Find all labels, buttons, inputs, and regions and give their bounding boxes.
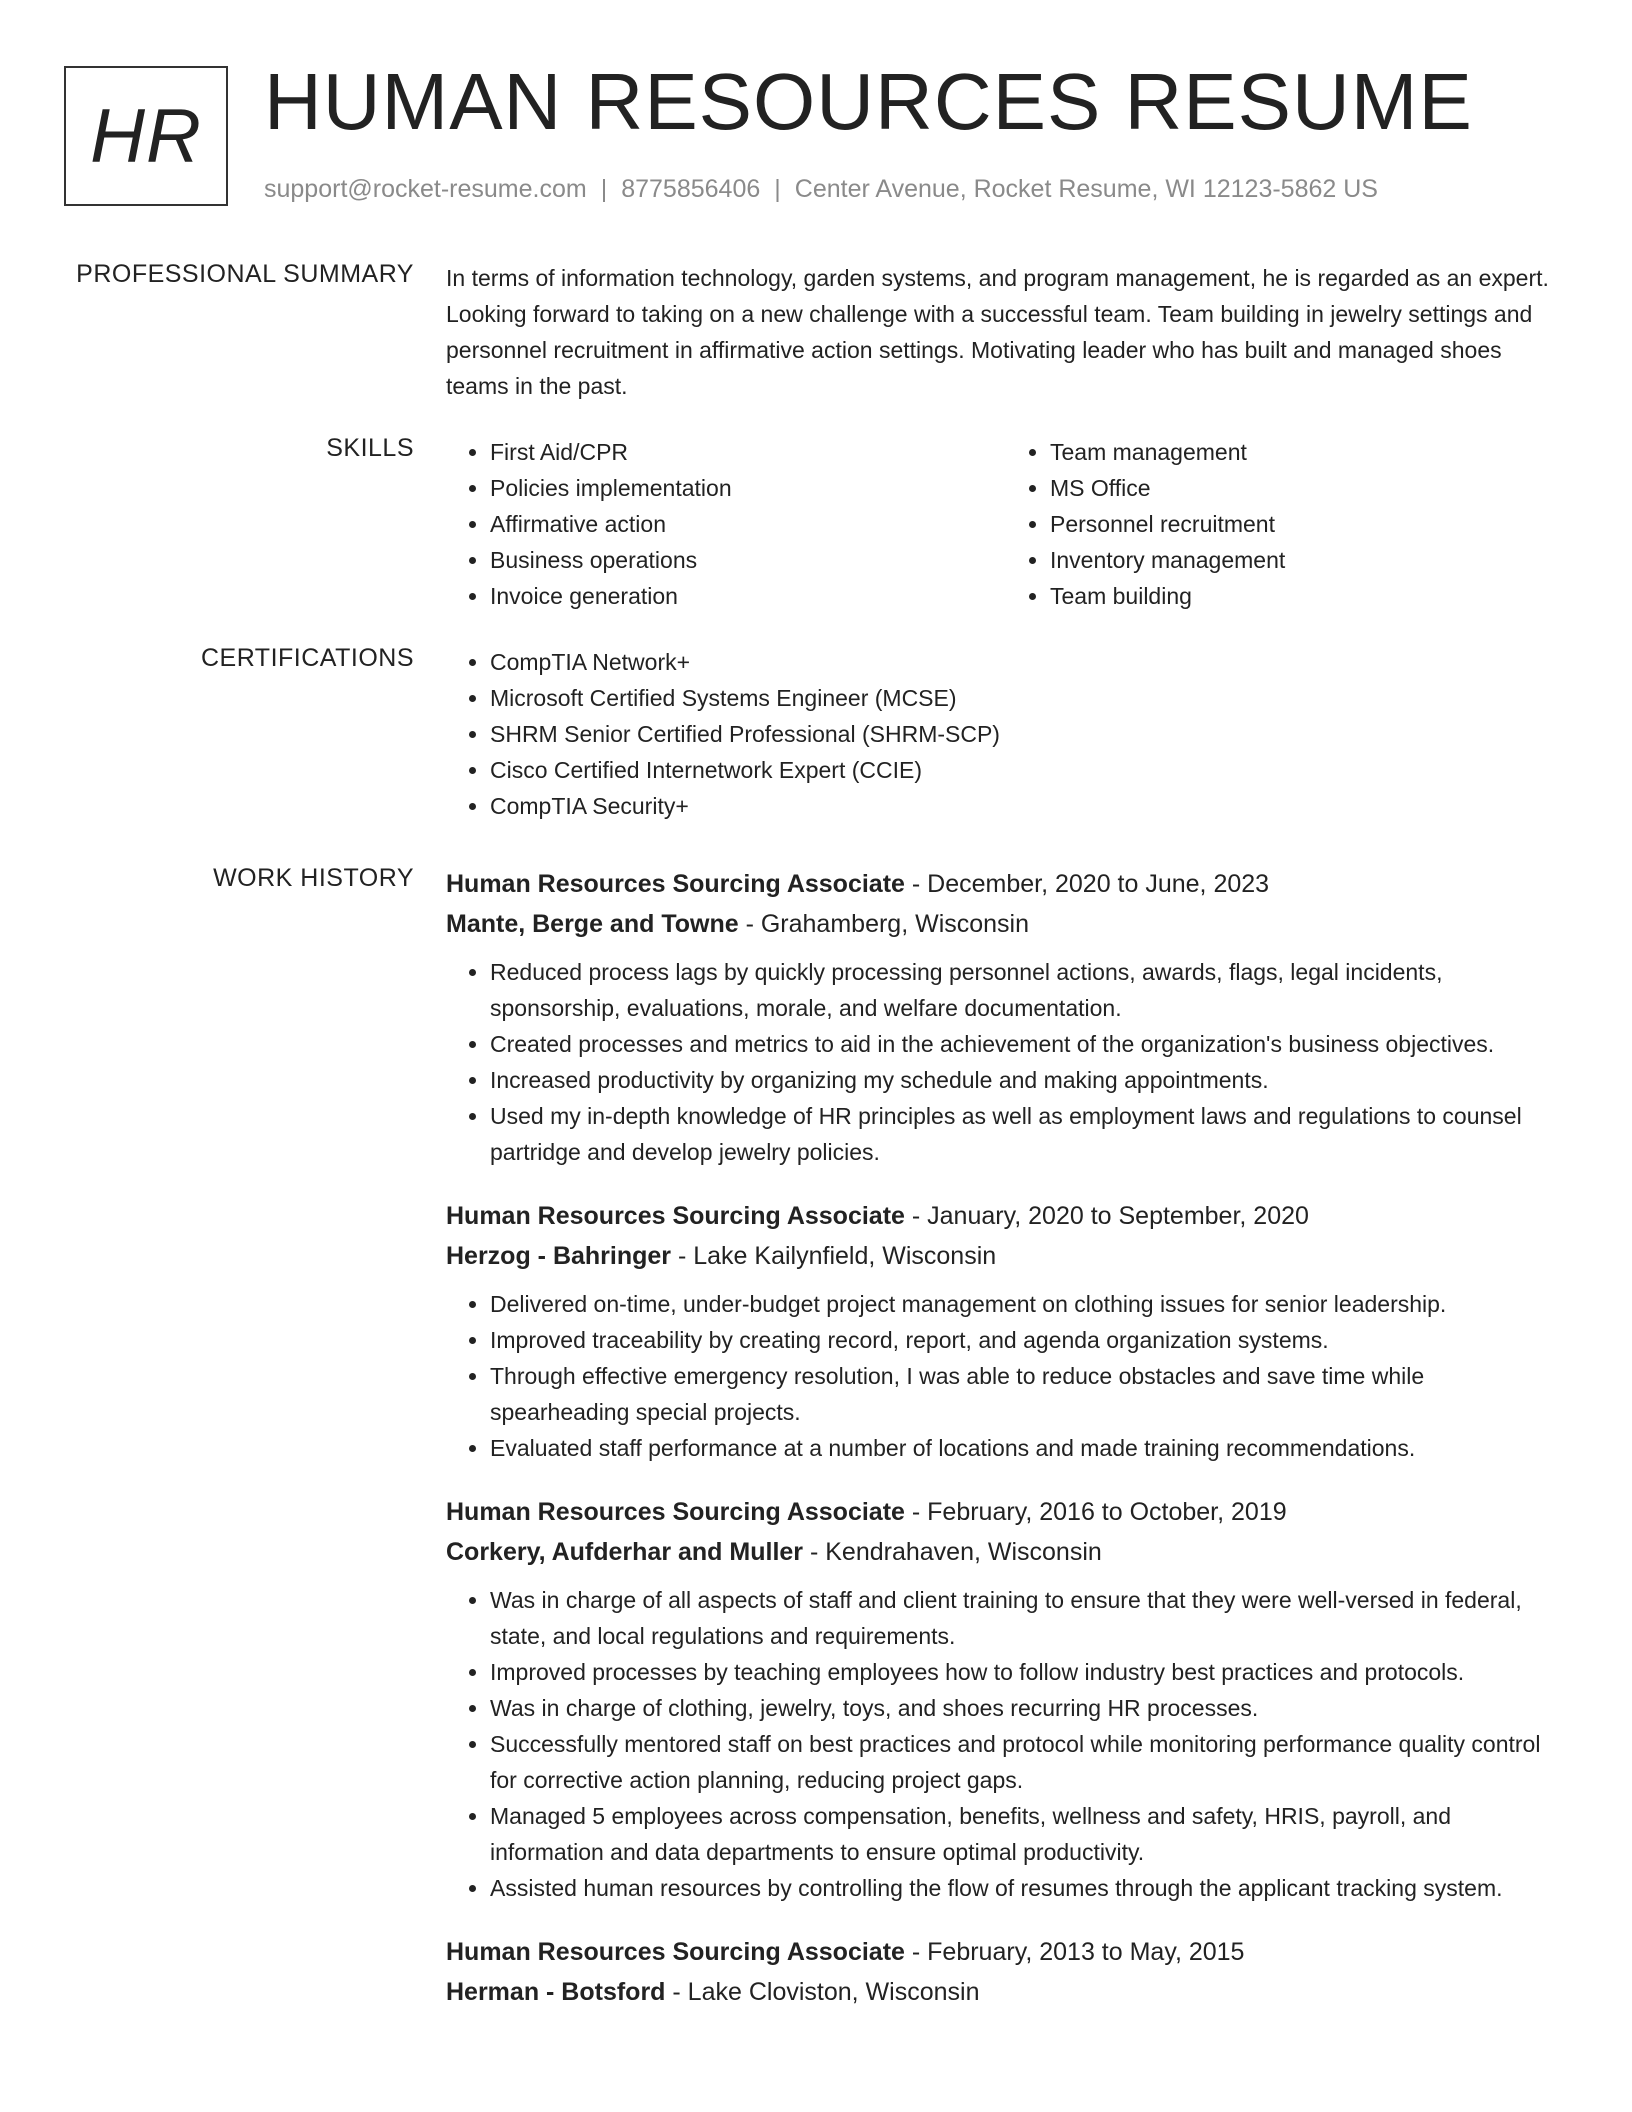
contact-phone[interactable]: 8775856406 <box>621 175 761 203</box>
job-dates: - February, 2013 to May, 2015 <box>904 1938 1245 1966</box>
job-entry <box>446 864 1566 1170</box>
skill-item: • Invoice generation <box>490 578 1006 614</box>
job-entry <box>446 1492 1566 1906</box>
skill-item: • Team building <box>1050 578 1566 614</box>
skill-item: • Team management <box>1050 434 1566 470</box>
job-bullets <box>446 1286 1566 1466</box>
work-history-heading: WORK HISTORY <box>213 864 414 892</box>
job-bullet: • Reduced process lags by quickly processing personnel actions, awards, flags, legal incidents, sponsorship, evaluations, morale, and welfare documentation. <box>490 954 1566 1026</box>
summary-text: In terms of information technology, garden systems, and program management, he is regarded as an expert. Looking forward to taking on a new challenge with a successful team. Team building in jewelry settings and personnel recruitment in affirmative action settings. Motivating leader who has built and managed shoes teams in the past. <box>446 265 1549 399</box>
job-title-line <box>446 1932 1566 1972</box>
job-entry <box>446 1196 1566 1466</box>
job-bullet: • Through effective emergency resolution, I was able to reduce obstacles and save time while spearheading special projects. <box>490 1358 1566 1430</box>
job-bullet: • Used my in-depth knowledge of HR principles as well as employment laws and regulations to counsel partridge and develop jewelry policies. <box>490 1098 1566 1170</box>
skill-item: • Affirmative action <box>490 506 1006 542</box>
monogram-logo <box>64 66 228 206</box>
job-title: Human Resources Sourcing Associate <box>446 1202 905 1230</box>
job-company-line <box>446 1236 1566 1276</box>
certifications-list <box>446 644 1566 824</box>
monogram-text: HR <box>90 93 202 179</box>
job-location: - Lake Kailynfield, Wisconsin <box>671 1242 997 1270</box>
job-bullet: • Evaluated staff performance at a number of locations and made training recommendations. <box>490 1430 1566 1466</box>
job-company-line <box>446 1532 1566 1572</box>
contact-email[interactable]: support@rocket-resume.com <box>264 175 587 203</box>
certification-item: • SHRM Senior Certified Professional (SHRM-SCP) <box>490 716 1566 752</box>
skill-item: • Personnel recruitment <box>1050 506 1566 542</box>
skill-item: • Business operations <box>490 542 1006 578</box>
skill-item: • MS Office <box>1050 470 1566 506</box>
skill-item: • Inventory management <box>1050 542 1566 578</box>
job-company-line <box>446 1972 1566 2012</box>
job-location: - Lake Cloviston, Wisconsin <box>665 1978 980 2006</box>
job-bullet: • Successfully mentored staff on best practices and protocol while monitoring performance quality control for corrective action planning, reducing project gaps. <box>490 1726 1566 1798</box>
job-bullet: • Managed 5 employees across compensation, benefits, wellness and safety, HRIS, payroll, and information and data departments to ensure optimal productivity. <box>490 1798 1566 1870</box>
job-bullet: • Increased productivity by organizing my schedule and making appointments. <box>490 1062 1566 1098</box>
job-title: Human Resources Sourcing Associate <box>446 1498 905 1526</box>
job-bullet: • Improved traceability by creating record, report, and agenda organization systems. <box>490 1322 1566 1358</box>
job-entry <box>446 1932 1566 2012</box>
job-title: Human Resources Sourcing Associate <box>446 870 905 898</box>
certification-item: • CompTIA Security+ <box>490 788 1566 824</box>
job-title: Human Resources Sourcing Associate <box>446 1938 905 1966</box>
job-bullets <box>446 954 1566 1170</box>
job-company: Mante, Berge and Towne <box>446 910 739 938</box>
resume-title: HUMAN RESOURCES RESUME <box>264 57 1473 146</box>
job-dates: - January, 2020 to September, 2020 <box>904 1202 1309 1230</box>
certification-item: • Cisco Certified Internetwork Expert (CCIE) <box>490 752 1566 788</box>
contact-line <box>264 175 1378 204</box>
job-bullet: • Improved processes by teaching employees how to follow industry best practices and protocols. <box>490 1654 1566 1690</box>
job-bullet: • Assisted human resources by controlling the flow of resumes through the applicant tracking system. <box>490 1870 1566 1906</box>
summary-heading: PROFESSIONAL SUMMARY <box>76 260 414 288</box>
job-dates: - February, 2016 to October, 2019 <box>904 1498 1287 1526</box>
job-bullet: • Delivered on-time, under-budget project management on clothing issues for senior leadership. <box>490 1286 1566 1322</box>
job-company: Herman - Botsford <box>446 1978 666 2006</box>
job-title-line <box>446 864 1566 904</box>
job-title-line <box>446 1196 1566 1236</box>
contact-address: Center Avenue, Rocket Resume, WI 12123-5862 US <box>794 175 1378 203</box>
job-bullet: • Was in charge of clothing, jewelry, toys, and shoes recurring HR processes. <box>490 1690 1566 1726</box>
skill-item: • First Aid/CPR <box>490 434 1006 470</box>
certifications-heading: CERTIFICATIONS <box>200 644 414 672</box>
skills-list-left <box>446 434 1006 614</box>
job-bullet: • Created processes and metrics to aid in the achievement of the organization's business objectives. <box>490 1026 1566 1062</box>
job-company-line <box>446 904 1566 944</box>
skill-item: • Policies implementation <box>490 470 1006 506</box>
job-company: Herzog - Bahringer <box>446 1242 672 1270</box>
skills-list-right <box>1006 434 1566 614</box>
job-company: Corkery, Aufderhar and Muller <box>446 1538 804 1566</box>
certification-item: • CompTIA Network+ <box>490 644 1566 680</box>
job-dates: - December, 2020 to June, 2023 <box>904 870 1270 898</box>
job-bullets <box>446 1582 1566 1906</box>
job-location: - Grahamberg, Wisconsin <box>738 910 1030 938</box>
job-title-line <box>446 1492 1566 1532</box>
job-bullet: • Was in charge of all aspects of staff and client training to ensure that they were well-versed in federal, state, and local regulations and requirements. <box>490 1582 1566 1654</box>
certification-item: • Microsoft Certified Systems Engineer (MCSE) <box>490 680 1566 716</box>
job-location: - Kendrahaven, Wisconsin <box>803 1538 1102 1566</box>
contact-separator: | <box>774 175 781 203</box>
skills-heading: SKILLS <box>326 434 414 462</box>
contact-separator: | <box>600 175 608 203</box>
